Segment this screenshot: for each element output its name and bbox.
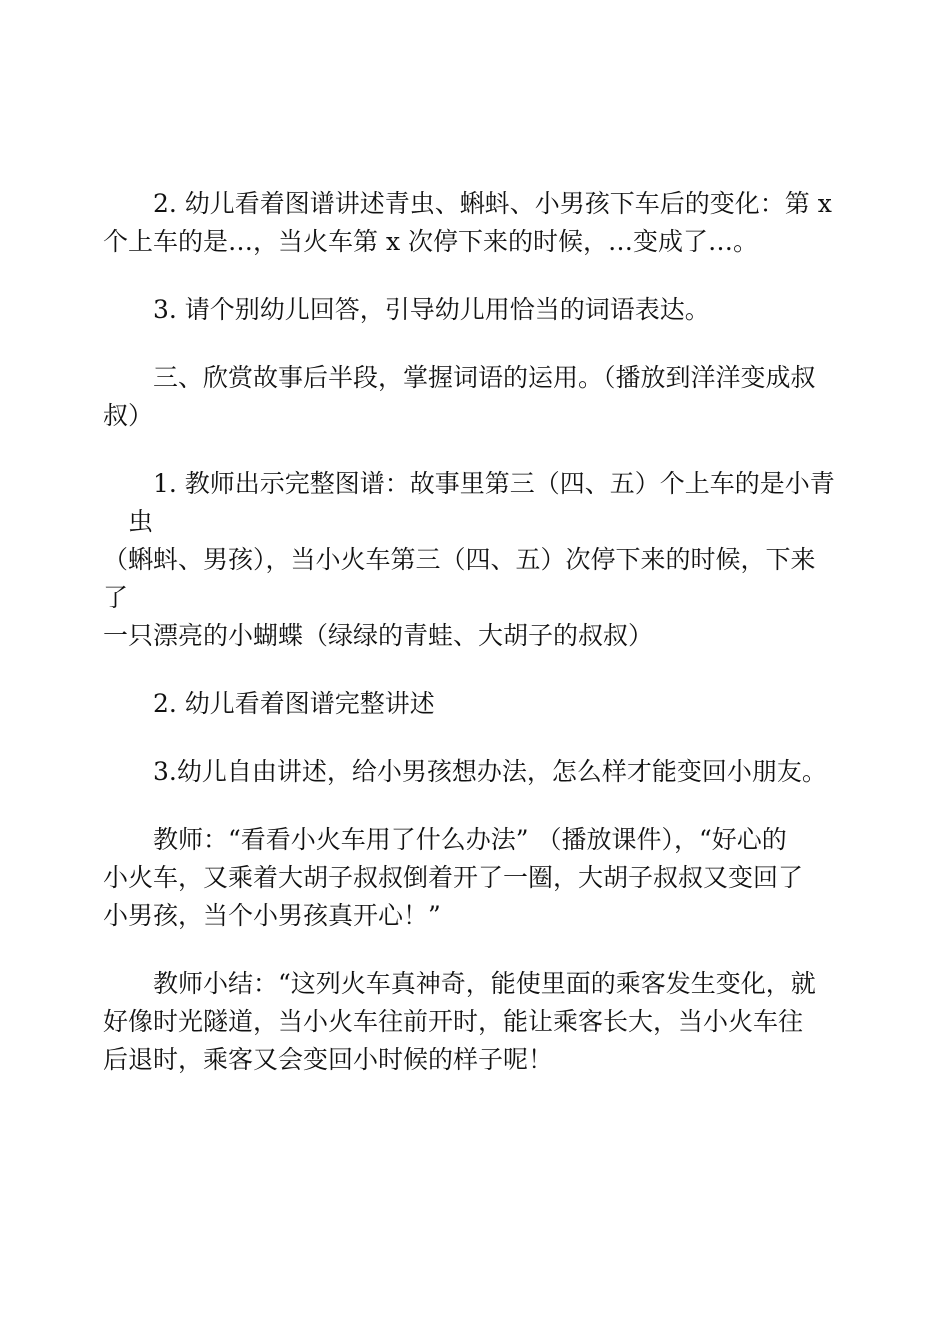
paragraph-6 bbox=[128, 753, 838, 791]
paragraph-line: 一只漂亮的小蝴蝶（绿绿的青蛙、大胡子的叔叔） bbox=[103, 621, 654, 650]
paragraph-line: （蝌蚪、男孩），当小火车第三（四、五）次停下来的时候，下来了 bbox=[103, 545, 816, 612]
paragraph-line: 3. 请个别幼儿回答，引导幼儿用恰当的词语表达。 bbox=[153, 295, 710, 324]
paragraph-line: 小男孩，当个小男孩真开心！” bbox=[103, 901, 441, 930]
paragraph-line: 后退时，乘客又会变回小时候的样子呢！ bbox=[103, 1045, 554, 1074]
paragraph-8 bbox=[103, 965, 838, 1079]
paragraph-line: 三、欣赏故事后半段，掌握词语的运用。（播放到洋洋变成叔 bbox=[153, 363, 816, 392]
paragraph-4 bbox=[103, 465, 838, 655]
document-body bbox=[103, 185, 838, 1109]
paragraph-line: 1. 教师出示完整图谱：故事里第三（四、五）个上车的是小青虫 bbox=[128, 469, 835, 536]
paragraph-line: 个上车的是…，当火车第 x 次停下来的时候，…变成了…。 bbox=[103, 227, 758, 256]
paragraph-line: 教师：“看看小火车用了什么办法” （播放课件），“好心的 bbox=[153, 825, 787, 854]
paragraph-line: 小火车，又乘着大胡子叔叔倒着开了一圈，大胡子叔叔又变回了 bbox=[103, 863, 804, 892]
paragraph-line: 3.幼儿自由讲述，给小男孩想办法，怎么样才能变回小朋友。 bbox=[153, 757, 827, 786]
paragraph-1 bbox=[103, 185, 838, 261]
paragraph-line: 好像时光隧道，当小火车往前开时，能让乘客长大，当小火车往 bbox=[103, 1007, 804, 1036]
paragraph-3 bbox=[103, 359, 838, 435]
paragraph-line: 叔） bbox=[103, 401, 154, 430]
paragraph-7 bbox=[103, 821, 838, 935]
paragraph-line: 2. 幼儿看着图谱讲述青虫、蝌蚪、小男孩下车后的变化：第 x bbox=[153, 189, 832, 218]
paragraph-2 bbox=[128, 291, 838, 329]
paragraph-line: 教师小结：“这列火车真神奇，能使里面的乘客发生变化，就 bbox=[153, 969, 816, 998]
paragraph-5 bbox=[128, 685, 838, 723]
paragraph-line: 2. 幼儿看着图谱完整讲述 bbox=[153, 689, 435, 718]
